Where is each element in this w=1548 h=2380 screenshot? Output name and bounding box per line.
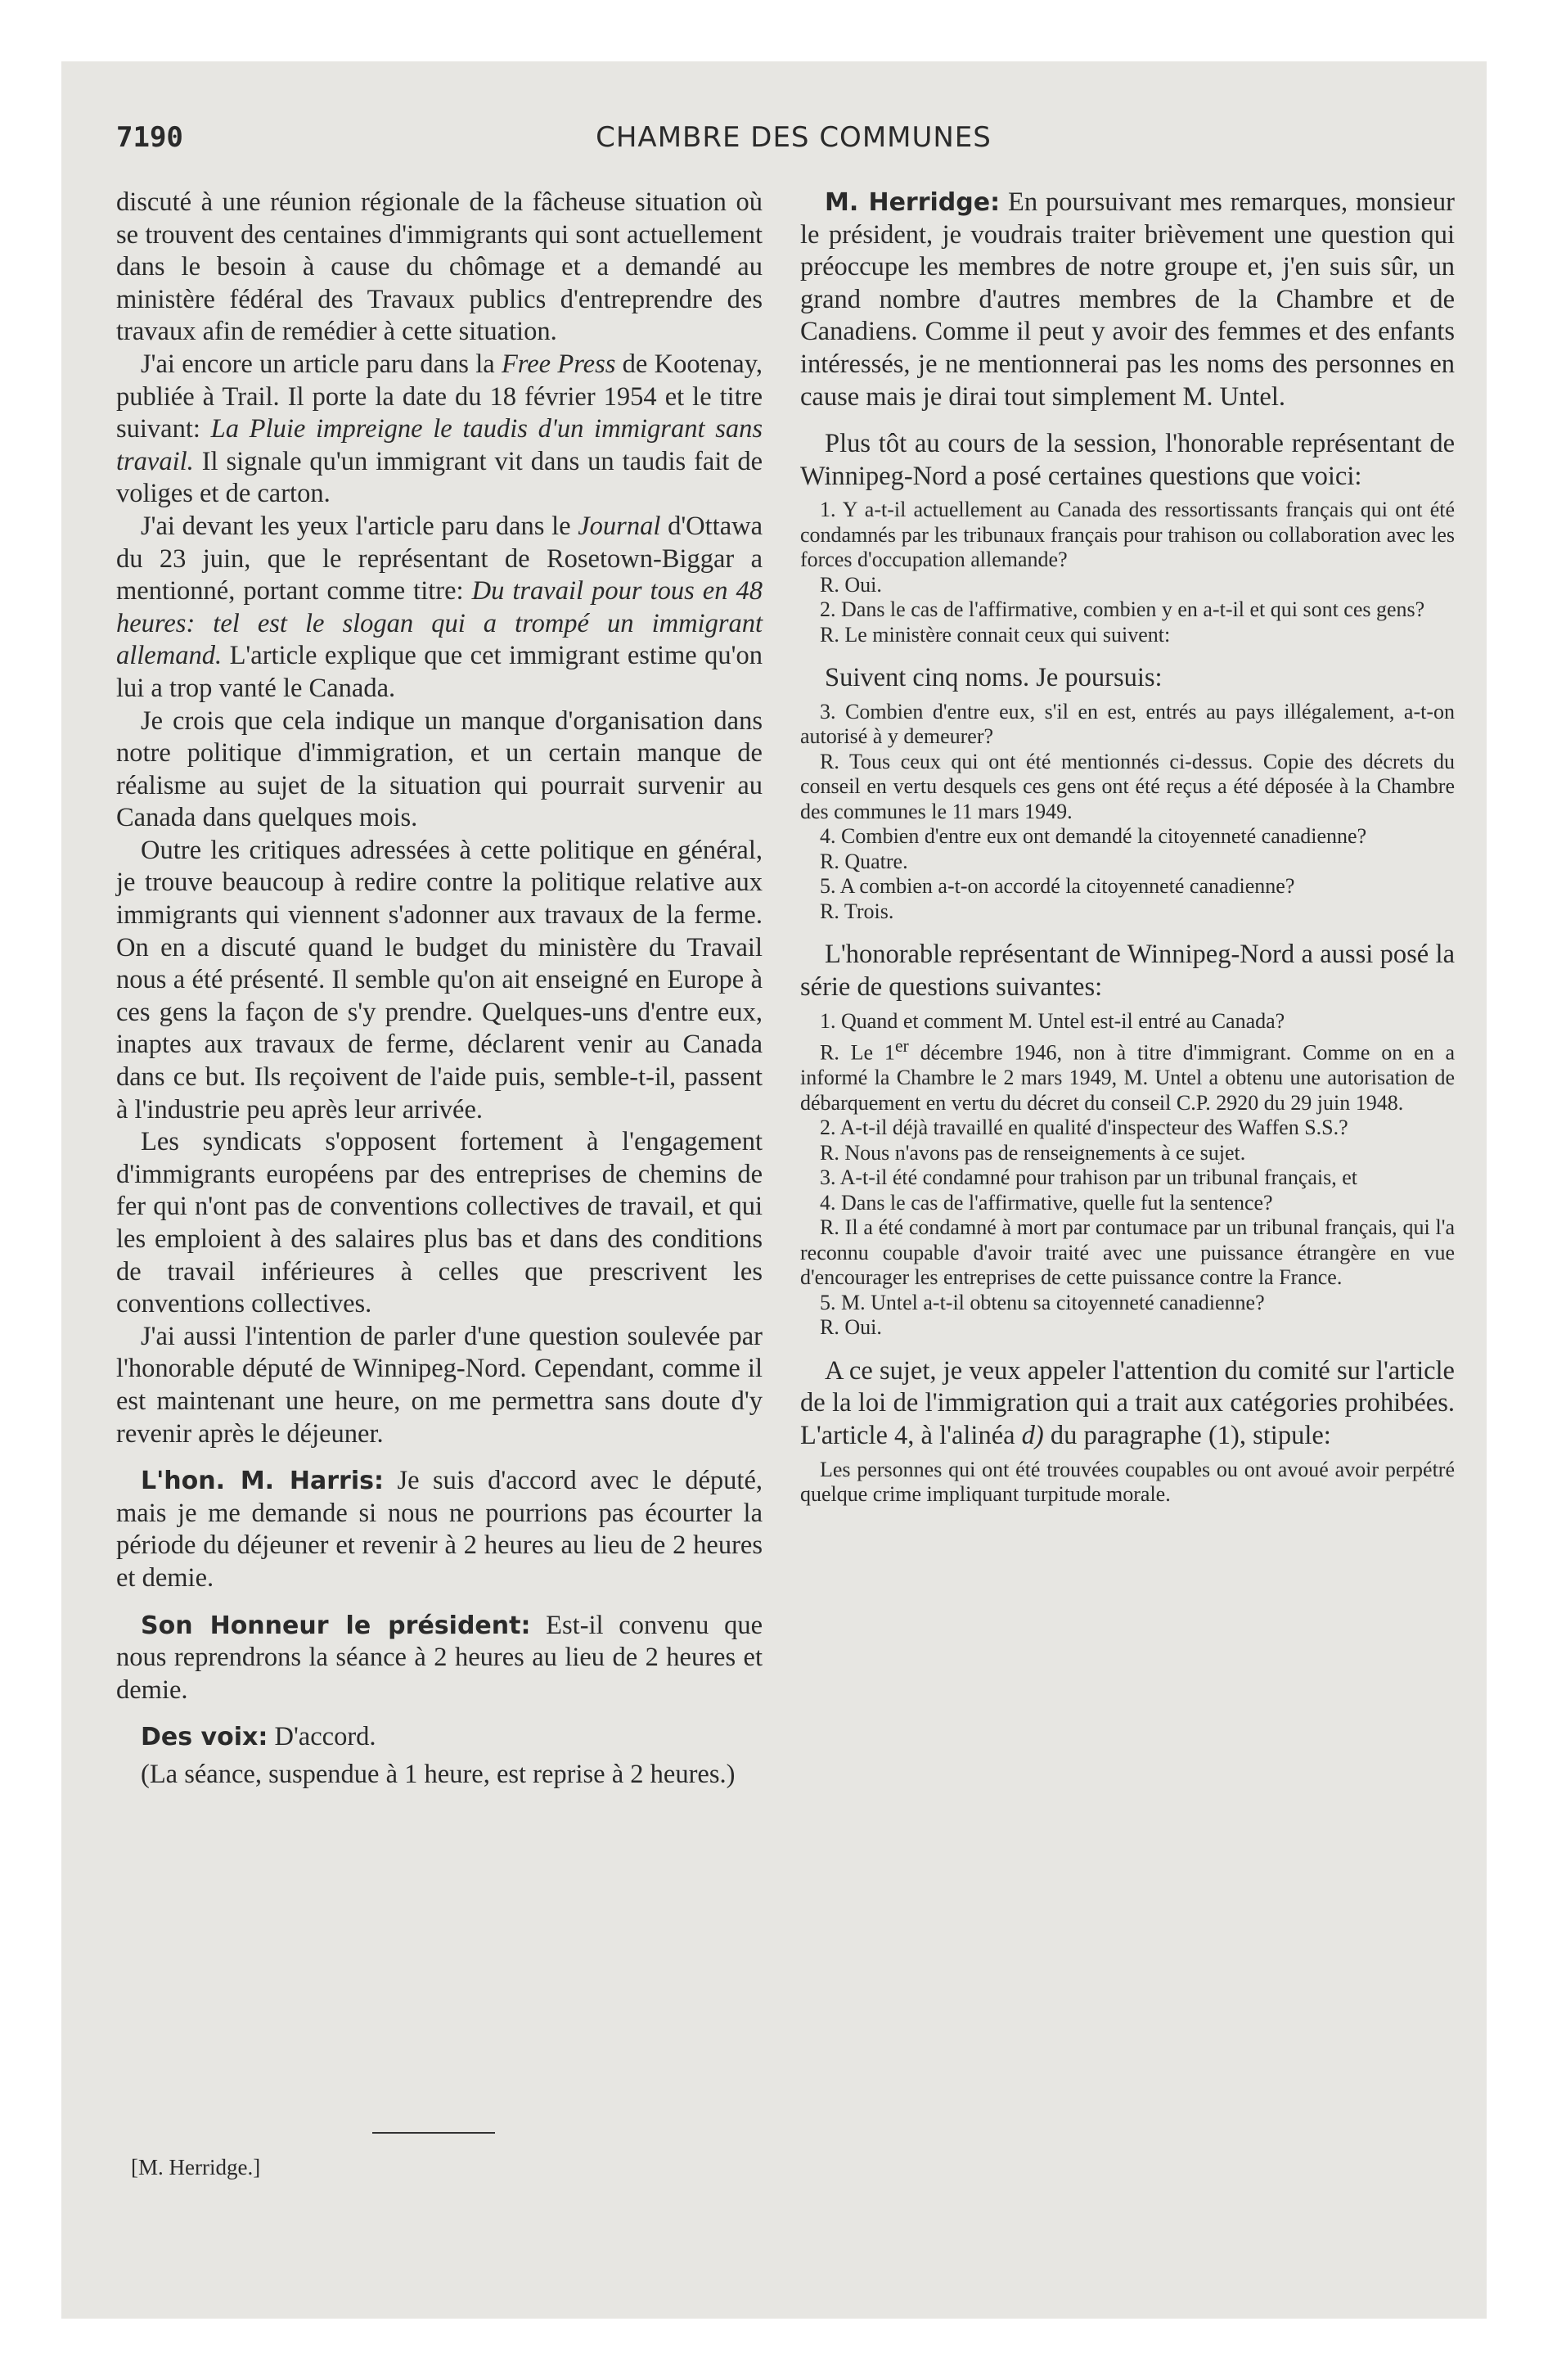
question: 2. A-t-il déjà travaillé en qualité d'inspecteur des Waffen S.S.? [820,1116,1348,1140]
speaker-name: Des voix: [141,1723,268,1752]
paragraph: Outre les critiques adressées à cette politique en général, je trouve beaucoup à redire contre la politique relative aux immigrants qui viennent s'adonner aux travaux de la ferme. On en a discuté quand le budget du ministère du Travail nous a été présenté. Il semble qu'on ait enseigné en Europe à ces gens la façon de s'y prendre. Quelques-uns d'entre eux, inaptes aux travaux de ferme, déclarent venir au Canada dans ce but. Ils reçoivent de l'aide puis, semble-t-il, passent à l'industrie peu après leur arrivée. [116,835,763,1125]
answer: R. Trois. [820,899,894,923]
speaker-name: L'hon. M. Harris: [141,1467,384,1496]
question: 3. Combien d'entre eux, s'il en est, entrés au pays illégalement, a-t-on autorisé à y demeurer? [800,699,1455,749]
question: 1. Quand et comment M. Untel est-il entré au Canada? [820,1008,1285,1033]
page-number: 7190 [116,121,183,154]
paragraph: A ce sujet, je veux appeler l'attention du comité sur l'article de la loi de l'immigration qui a trait aux catégories prohibées. L'article 4, à l'alinéa d) du paragraphe (1), stipule: [800,1355,1455,1450]
footer-speaker-note: [M. Herridge.] [131,2155,261,2179]
left-column [116,187,763,1792]
speech-voices: Des voix: D'accord. [141,1722,376,1752]
answer: R. Il a été condamné à mort par contumace par un tribunal français, qui l'a reconnu coupable d'avoir traité avec une puissance étrangère en vue d'encourager les entreprises de cette puissance contre la France. [800,1215,1455,1290]
paragraph: J'ai aussi l'intention de parler d'une question soulevée par l'honorable député de Winnipeg-Nord. Cependant, comme il est maintenant une heure, on me permettra sans doute d'y revenir après le déjeuner. [116,1321,763,1449]
paragraph: Les syndicats s'opposent fortement à l'engagement d'immigrants européens par des entreprises de chemins de fer qui n'ont pas de conventions collectives de travail, et qui les emploient à des salaires plus bas et dans des conditions de travail inférieures à celles que prescrivent les conventions collectives. [116,1127,763,1319]
speech-president: Son Honneur le président: Est-il convenu que nous reprendrons la séance à 2 heures au lieu de 2 heures et demie. [116,1610,763,1705]
paragraph: L'honorable représentant de Winnipeg-Nord a aussi posé la série de questions suivantes: [800,940,1455,1003]
answer: R. Le ministère connait ceux qui suivent: [820,622,1171,647]
answer: R. Oui. [820,1315,882,1340]
speaker-name: M. Herridge: [825,188,1001,217]
speech-harris: L'hon. M. Harris: Je suis d'accord avec le député, mais je me demande si nous ne pourrions pas écourter la période du déjeuner et revenir à 2 heures au lieu de 2 heures et demie. [116,1466,763,1593]
quotation: Les personnes qui ont été trouvées coupables ou ont avoué avoir perpétré quelque crime impliquant turpitude morale. [800,1457,1455,1507]
paragraph: Suivent cinq noms. Je poursuis: [825,663,1163,693]
right-column [800,187,1455,1508]
speaker-name: Son Honneur le président: [141,1611,531,1640]
paragraph: Je crois que cela indique un manque d'organisation dans notre politique d'immigration, et un certain manque de réalisme au sujet de la situation qui pourrait survenir au Canada dans quelques mois. [116,705,763,833]
answer: R. Quatre. [820,849,908,873]
answer: R. Nous n'avons pas de renseignements à ce sujet. [820,1140,1246,1165]
speech-herridge: M. Herridge: En poursuivant mes remarques, monsieur le président, je voudrais traiter brièvement une question qui préoccupe les membres de notre groupe et, j'en suis sûr, un grand nombre d'autres membres de la Chambre et de Canadiens. Comme il peut y avoir des femmes et des enfants intéressés, je ne mentionnerai pas les noms des personnes en cause mais je dirai tout simplement M. Untel. [800,187,1456,412]
question: 3. A-t-il été condamné pour trahison par un tribunal français, et [820,1165,1358,1190]
question: 4. Dans le cas de l'affirmative, quelle fut la sentence? [820,1190,1273,1215]
paragraph: J'ai devant les yeux l'article paru dans le Journal d'Ottawa du 23 juin, que le représentant de Rosetown-Biggar a mentionné, portant comme titre: Du travail pour tous en 48 heures: tel est le slogan qui a trompé un immigrant allemand. L'article explique que cet immigrant estime qu'on lui a trop vanté le Canada. [116,511,763,703]
question: 1. Y a-t-il actuellement au Canada des ressortissants français qui ont été condamnés par les tribunaux français pour trahison ou collaboration avec les forces d'occupation allemande? [800,498,1455,572]
question: 2. Dans le cas de l'affirmative, combien y en a-t-il et qui sont ces gens? [820,597,1425,622]
paragraph: discuté à une réunion régionale de la fâcheuse situation où se trouvent des centaines d'immigrants qui sont actuellement dans le besoin à cause du chômage et a demandé au ministère fédéral des Travaux publics d'entreprendre des travaux afin de remédier à cette situation. [116,187,763,347]
running-header: CHAMBRE DES COMMUNES [596,121,992,154]
answer: R. Oui. [820,572,882,597]
paragraph: J'ai encore un article paru dans la Free Press de Kootenay, publiée à Trail. Il porte la date du 18 février 1954 et le titre suivant: La Pluie impreigne le taudis d'un immigrant sans travail. Il signale qu'un immigrant vit dans un taudis fait de voliges et de carton. [116,349,763,509]
suspension-note: (La séance, suspendue à 1 heure, est reprise à 2 heures.) [141,1759,736,1789]
question: 4. Combien d'entre eux ont demandé la citoyenneté canadienne? [820,824,1367,849]
question: 5. M. Untel a-t-il obtenu sa citoyenneté canadienne? [820,1290,1265,1314]
section-divider [372,2132,495,2134]
answer: R. Tous ceux qui ont été mentionnés ci-dessus. Copie des décrets du conseil en vertu desquels ces gens ont été reçus a été déposée à la Chambre des communes le 11 mars 1949. [800,749,1455,823]
paragraph: Plus tôt au cours de la session, l'honorable représentant de Winnipeg-Nord a posé certaines questions que voici: [800,429,1455,491]
question: 5. A combien a-t-on accordé la citoyenneté canadienne? [820,874,1295,899]
answer: R. Le 1er décembre 1946, non à titre d'immigrant. Comme on en a informé la Chambre le 2 mars 1949, M. Untel a obtenu une autorisation de débarquement en vertu du décret du conseil C.P. 2920 du 29 juin 1948. [800,1036,1455,1115]
